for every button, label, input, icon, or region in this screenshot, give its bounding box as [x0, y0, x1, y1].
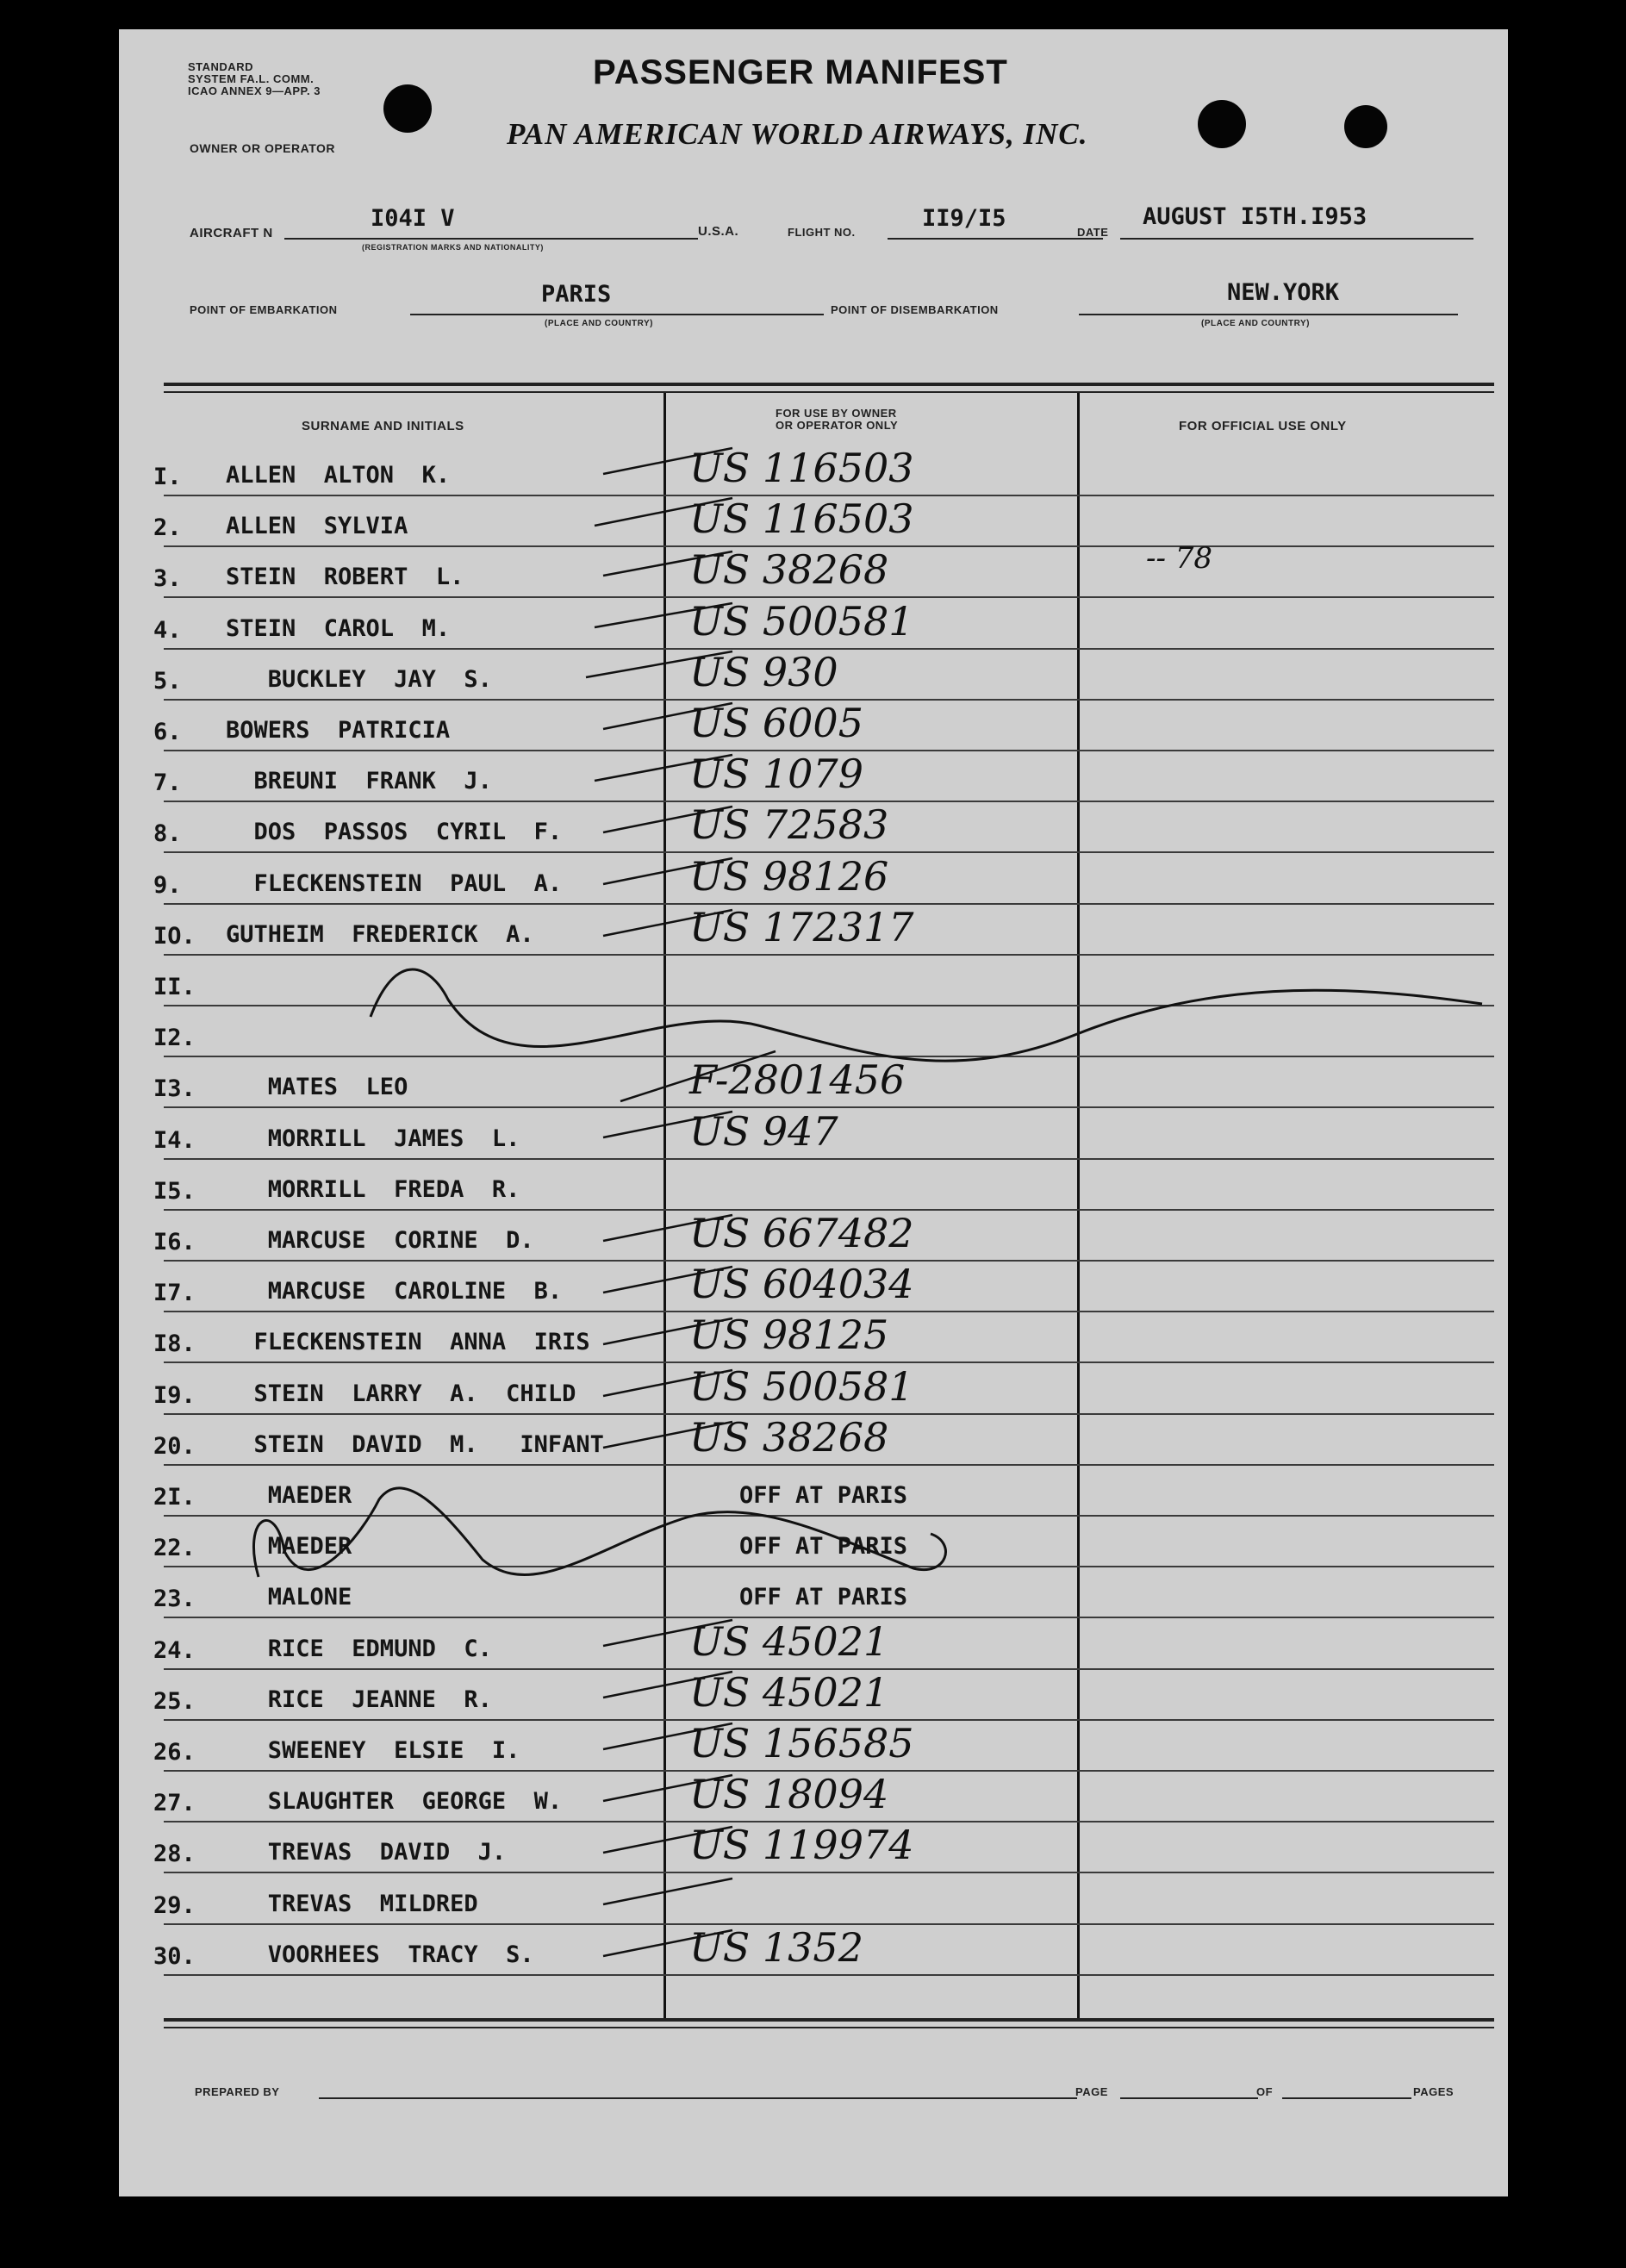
registration-sublabel: (REGISTRATION MARKS AND NATIONALITY): [362, 243, 544, 252]
row-number: II.: [153, 974, 196, 1000]
row-number: 20.: [153, 1432, 196, 1460]
passenger-name: FLECKENSTEIN ANNA IRIS: [226, 1329, 590, 1356]
passenger-name: TREVAS DAVID J.: [226, 1839, 507, 1866]
embark-value: PARIS: [541, 281, 612, 308]
row-number: 3.: [153, 565, 182, 593]
passport-note: US 119974: [689, 1822, 914, 1869]
regulation-line-1: STANDARD: [188, 60, 253, 73]
row-number: I4.: [153, 1126, 196, 1154]
row-number: 2I.: [153, 1484, 196, 1511]
passenger-name: VOORHEES TRACY S.: [226, 1941, 534, 1968]
passenger-name: MAEDER: [226, 1533, 352, 1561]
row-number: I8.: [153, 1330, 196, 1358]
passport-note: US 6005: [689, 700, 863, 746]
passport-note: US 45021: [689, 1668, 889, 1716]
row-number: 2.: [153, 514, 182, 542]
row-number: I9.: [153, 1381, 196, 1409]
embark-sublabel: (PLACE AND COUNTRY): [545, 319, 653, 328]
row-number: 27.: [153, 1790, 196, 1817]
company-name: PAN AMERICAN WORLD AIRWAYS, INC.: [507, 117, 1088, 151]
regulation-line-3: ICAO ANNEX 9—APP. 3: [188, 84, 321, 97]
column-header-owner-2: OR OPERATOR ONLY: [776, 419, 899, 432]
status-note: OFF AT PARIS: [739, 1584, 908, 1611]
of-label: OF: [1256, 2085, 1274, 2098]
row-number: 22.: [153, 1535, 196, 1562]
passport-note: US 500581: [689, 597, 914, 645]
passport-note: US 172317: [689, 903, 914, 950]
passport-note: US 38268: [689, 546, 889, 594]
passport-note: US 18094: [689, 1771, 889, 1818]
status-note: OFF AT PARIS: [739, 1482, 908, 1509]
prepared-by-label: PREPARED BY: [195, 2085, 280, 2098]
aircraft-label: AIRCRAFT N: [190, 226, 273, 240]
row-number: I.: [153, 464, 182, 490]
passenger-name: STEIN DAVID M. INFANT: [226, 1430, 604, 1458]
row-number: 4.: [153, 616, 182, 644]
passenger-name: MORRILL JAMES L.: [226, 1125, 520, 1152]
regulation-line-2: SYSTEM FA.L. COMM.: [188, 72, 315, 85]
passenger-name: RICE EDMUND C.: [226, 1635, 492, 1662]
passenger-name: RICE JEANNE R.: [226, 1685, 492, 1713]
passport-note: US 38268: [689, 1413, 889, 1461]
row-number: 30.: [153, 1942, 196, 1970]
page-label: PAGE: [1075, 2085, 1108, 2098]
column-header-owner-1: FOR USE BY OWNER: [776, 407, 897, 420]
row-number: I5.: [153, 1177, 196, 1205]
passport-note: US 947: [689, 1107, 838, 1155]
passenger-name: MATES LEO: [226, 1074, 408, 1101]
passenger-name: STEIN CAROL M.: [226, 614, 451, 642]
row-number: 26.: [153, 1739, 196, 1766]
passport-note: US 72583: [689, 801, 889, 849]
passport-note: US 604034: [689, 1261, 914, 1308]
row-number: 7.: [153, 770, 182, 797]
passport-note: US 500581: [689, 1362, 914, 1410]
row-number: 25.: [153, 1687, 196, 1715]
column-header-official: FOR OFFICIAL USE ONLY: [1179, 419, 1347, 433]
passport-note: US 1352: [689, 1923, 863, 1971]
official-note: -- 78: [1146, 541, 1213, 576]
passenger-name: STEIN ROBERT L.: [226, 564, 464, 591]
passenger-name: TREVAS MILDRED: [226, 1890, 478, 1917]
row-number: IO.: [153, 922, 196, 950]
row-number: I6.: [153, 1229, 196, 1256]
status-note: OFF AT PARIS: [739, 1533, 908, 1561]
row-number: I2.: [153, 1025, 196, 1052]
date-label: DATE: [1077, 226, 1109, 239]
passenger-name: BOWERS PATRICIA: [226, 717, 451, 744]
row-number: 23.: [153, 1586, 196, 1613]
passenger-name: MARCUSE CORINE D.: [226, 1227, 534, 1254]
row-number: I7.: [153, 1280, 196, 1307]
disembark-value: NEW.YORK: [1227, 279, 1340, 306]
passport-note: US 667482: [689, 1210, 914, 1256]
passenger-name: MAEDER: [226, 1482, 352, 1509]
aircraft-value: I04I V: [371, 205, 455, 232]
page-title: PASSENGER MANIFEST: [593, 53, 1008, 91]
passport-note: US 98126: [689, 852, 889, 900]
passenger-name: SLAUGHTER GEORGE W.: [226, 1788, 563, 1816]
passenger-name: MALONE: [226, 1584, 352, 1611]
passport-note: US 116503: [689, 445, 914, 491]
flight-label: FLIGHT NO.: [788, 226, 856, 239]
passport-note: US 98125: [689, 1312, 889, 1359]
passport-note: US 116503: [689, 495, 914, 543]
passenger-name: MORRILL FREDA R.: [226, 1175, 520, 1203]
passenger-name: ALLEN SYLVIA: [226, 513, 408, 540]
row-number: 29.: [153, 1891, 196, 1919]
row-number: I3.: [153, 1075, 196, 1103]
passenger-name: DOS PASSOS CYRIL F.: [226, 819, 563, 846]
passenger-name: ALLEN ALTON K.: [226, 462, 451, 489]
row-number: 9.: [153, 871, 182, 899]
passport-note: US 930: [689, 648, 838, 695]
passport-note: US 1079: [689, 751, 863, 798]
passenger-name: FLECKENSTEIN PAUL A.: [226, 869, 563, 897]
passenger-name: BREUNI FRANK J.: [226, 768, 492, 795]
row-number: 6.: [153, 719, 182, 745]
flight-date: AUGUST I5TH.I953: [1143, 203, 1367, 230]
row-number: 5.: [153, 667, 182, 695]
passenger-name: BUCKLEY JAY S.: [226, 665, 492, 693]
disembark-label: POINT OF DISEMBARKATION: [831, 303, 999, 316]
passport-note: US 45021: [689, 1617, 889, 1665]
column-header-surname: SURNAME AND INITIALS: [302, 419, 464, 433]
row-number: 8.: [153, 820, 182, 848]
passenger-name: STEIN LARRY A. CHILD: [226, 1380, 576, 1407]
owner-label: OWNER OR OPERATOR: [190, 141, 335, 155]
row-number: 24.: [153, 1636, 196, 1664]
pages-label: PAGES: [1413, 2085, 1455, 2098]
row-number: 28.: [153, 1841, 196, 1868]
embark-label: POINT OF EMBARKATION: [190, 303, 338, 316]
passenger-name: SWEENEY ELSIE I.: [226, 1737, 520, 1764]
country-label: U.S.A.: [698, 224, 739, 239]
passport-note: F-2801456: [689, 1056, 906, 1104]
flight-number: II9/I5: [922, 205, 1006, 232]
passport-note: US 156585: [689, 1720, 914, 1766]
passenger-name: MARCUSE CAROLINE B.: [226, 1278, 563, 1305]
passenger-name: GUTHEIM FREDERICK A.: [226, 920, 534, 948]
disembark-sublabel: (PLACE AND COUNTRY): [1201, 319, 1310, 328]
